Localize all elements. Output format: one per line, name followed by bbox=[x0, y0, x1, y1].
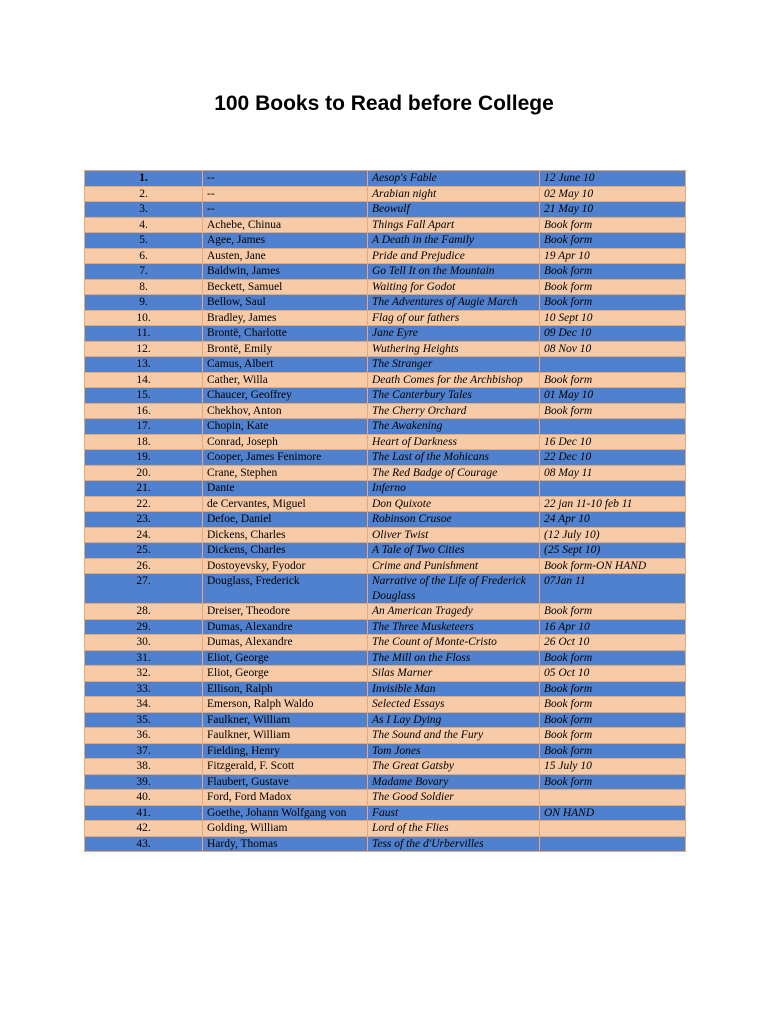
read-date-cell: 07Jan 11 bbox=[540, 574, 686, 604]
book-title-cell: Crime and Punishment bbox=[368, 558, 540, 574]
table-row bbox=[85, 574, 686, 604]
book-title-cell: Heart of Darkness bbox=[368, 434, 540, 450]
author-cell: Dreiser, Theodore bbox=[203, 604, 368, 620]
author-cell: Dickens, Charles bbox=[203, 527, 368, 543]
book-title-cell: Selected Essays bbox=[368, 697, 540, 713]
book-title-cell: The Last of the Mohicans bbox=[368, 450, 540, 466]
author-cell: Dante bbox=[203, 481, 368, 497]
author-cell: Austen, Jane bbox=[203, 248, 368, 264]
read-date-cell: 26 Oct 10 bbox=[540, 635, 686, 651]
read-date-cell: Book form bbox=[540, 403, 686, 419]
read-date-cell: 08 Nov 10 bbox=[540, 341, 686, 357]
table-row bbox=[85, 650, 686, 666]
table-row bbox=[85, 527, 686, 543]
row-number: 22. bbox=[85, 496, 203, 512]
row-number: 28. bbox=[85, 604, 203, 620]
book-title-cell: Jane Eyre bbox=[368, 326, 540, 342]
book-title-cell: Tess of the d'Urbervilles bbox=[368, 836, 540, 852]
table-row bbox=[85, 264, 686, 280]
row-number: 14. bbox=[85, 372, 203, 388]
row-number: 11. bbox=[85, 326, 203, 342]
row-number: 5. bbox=[85, 233, 203, 249]
book-title-cell: Aesop's Fable bbox=[368, 171, 540, 187]
row-number: 9. bbox=[85, 295, 203, 311]
author-cell: Chopin, Kate bbox=[203, 419, 368, 435]
book-title-cell: Go Tell It on the Mountain bbox=[368, 264, 540, 280]
table-row bbox=[85, 681, 686, 697]
read-date-cell: 16 Dec 10 bbox=[540, 434, 686, 450]
table-row bbox=[85, 248, 686, 264]
author-cell: Fielding, Henry bbox=[203, 743, 368, 759]
row-number: 3. bbox=[85, 202, 203, 218]
book-title-cell: Oliver Twist bbox=[368, 527, 540, 543]
read-date-cell: 16 Apr 10 bbox=[540, 619, 686, 635]
table-row bbox=[85, 821, 686, 837]
author-cell: Eliot, George bbox=[203, 650, 368, 666]
row-number: 15. bbox=[85, 388, 203, 404]
table-row bbox=[85, 697, 686, 713]
row-number: 18. bbox=[85, 434, 203, 450]
book-title-cell: Things Fall Apart bbox=[368, 217, 540, 233]
row-number: 29. bbox=[85, 619, 203, 635]
read-date-cell: 01 May 10 bbox=[540, 388, 686, 404]
row-number: 40. bbox=[85, 790, 203, 806]
table-row bbox=[85, 372, 686, 388]
row-number: 24. bbox=[85, 527, 203, 543]
author-cell: Bradley, James bbox=[203, 310, 368, 326]
row-number: 23. bbox=[85, 512, 203, 528]
read-date-cell: (25 Sept 10) bbox=[540, 543, 686, 559]
book-title-cell: Faust bbox=[368, 805, 540, 821]
book-title-cell: Lord of the Flies bbox=[368, 821, 540, 837]
author-cell: Douglass, Frederick bbox=[203, 574, 368, 604]
author-cell: Faulkner, William bbox=[203, 728, 368, 744]
read-date-cell bbox=[540, 790, 686, 806]
table-row bbox=[85, 388, 686, 404]
read-date-cell: Book form bbox=[540, 774, 686, 790]
read-date-cell: Book form bbox=[540, 279, 686, 295]
book-title-cell: The Great Gatsby bbox=[368, 759, 540, 775]
book-title-cell: Flag of our fathers bbox=[368, 310, 540, 326]
book-title-cell: A Death in the Family bbox=[368, 233, 540, 249]
row-number: 6. bbox=[85, 248, 203, 264]
read-date-cell: Book form bbox=[540, 233, 686, 249]
read-date-cell: Book form bbox=[540, 697, 686, 713]
row-number: 26. bbox=[85, 558, 203, 574]
table-row bbox=[85, 341, 686, 357]
row-number: 20. bbox=[85, 465, 203, 481]
read-date-cell: 21 May 10 bbox=[540, 202, 686, 218]
read-date-cell: Book form bbox=[540, 372, 686, 388]
read-date-cell: 12 June 10 bbox=[540, 171, 686, 187]
read-date-cell bbox=[540, 821, 686, 837]
table-row bbox=[85, 790, 686, 806]
row-number: 36. bbox=[85, 728, 203, 744]
read-date-cell: 15 July 10 bbox=[540, 759, 686, 775]
read-date-cell bbox=[540, 481, 686, 497]
book-title-cell: An American Tragedy bbox=[368, 604, 540, 620]
book-title-cell: Inferno bbox=[368, 481, 540, 497]
table-row bbox=[85, 836, 686, 852]
row-number: 12. bbox=[85, 341, 203, 357]
book-title-cell: The Three Musketeers bbox=[368, 619, 540, 635]
table-row bbox=[85, 419, 686, 435]
read-date-cell: Book form bbox=[540, 604, 686, 620]
book-title-cell: The Sound and the Fury bbox=[368, 728, 540, 744]
book-title-cell: Beowulf bbox=[368, 202, 540, 218]
book-title-cell: Narrative of the Life of Frederick Douglass bbox=[368, 574, 540, 604]
read-date-cell: 22 Dec 10 bbox=[540, 450, 686, 466]
row-number: 19. bbox=[85, 450, 203, 466]
book-title-cell: As I Lay Dying bbox=[368, 712, 540, 728]
table-row bbox=[85, 403, 686, 419]
book-title-cell: Wuthering Heights bbox=[368, 341, 540, 357]
table-row bbox=[85, 357, 686, 373]
author-cell: Agee, James bbox=[203, 233, 368, 249]
row-number: 34. bbox=[85, 697, 203, 713]
table-row bbox=[85, 743, 686, 759]
row-number: 4. bbox=[85, 217, 203, 233]
book-title-cell: Tom Jones bbox=[368, 743, 540, 759]
author-cell: Baldwin, James bbox=[203, 264, 368, 280]
table-row bbox=[85, 434, 686, 450]
row-number: 30. bbox=[85, 635, 203, 651]
read-date-cell: Book form bbox=[540, 295, 686, 311]
read-date-cell: 19 Apr 10 bbox=[540, 248, 686, 264]
row-number: 8. bbox=[85, 279, 203, 295]
read-date-cell: 08 May 11 bbox=[540, 465, 686, 481]
book-title-cell: Death Comes for the Archbishop bbox=[368, 372, 540, 388]
table-row bbox=[85, 759, 686, 775]
table-row bbox=[85, 202, 686, 218]
table-row bbox=[85, 604, 686, 620]
read-date-cell bbox=[540, 836, 686, 852]
author-cell: Brontë, Emily bbox=[203, 341, 368, 357]
book-title-cell: The Cherry Orchard bbox=[368, 403, 540, 419]
author-cell: de Cervantes, Miguel bbox=[203, 496, 368, 512]
row-number: 32. bbox=[85, 666, 203, 682]
read-date-cell bbox=[540, 419, 686, 435]
table-row bbox=[85, 171, 686, 187]
read-date-cell: 24 Apr 10 bbox=[540, 512, 686, 528]
book-title-cell: Robinson Crusoe bbox=[368, 512, 540, 528]
read-date-cell: Book form bbox=[540, 743, 686, 759]
author-cell: -- bbox=[203, 171, 368, 187]
author-cell: Conrad, Joseph bbox=[203, 434, 368, 450]
row-number: 25. bbox=[85, 543, 203, 559]
author-cell: Cooper, James Fenimore bbox=[203, 450, 368, 466]
table-row bbox=[85, 543, 686, 559]
author-cell: Fitzgerald, F. Scott bbox=[203, 759, 368, 775]
table-row bbox=[85, 712, 686, 728]
author-cell: Chekhov, Anton bbox=[203, 403, 368, 419]
table-row bbox=[85, 465, 686, 481]
table-row bbox=[85, 217, 686, 233]
author-cell: Bellow, Saul bbox=[203, 295, 368, 311]
table-row bbox=[85, 774, 686, 790]
table-row bbox=[85, 619, 686, 635]
author-cell: Defoe, Daniel bbox=[203, 512, 368, 528]
read-date-cell: Book form bbox=[540, 650, 686, 666]
row-number: 17. bbox=[85, 419, 203, 435]
author-cell: Faulkner, William bbox=[203, 712, 368, 728]
table-row bbox=[85, 666, 686, 682]
author-cell: Flaubert, Gustave bbox=[203, 774, 368, 790]
author-cell: Goethe, Johann Wolfgang von bbox=[203, 805, 368, 821]
book-title-cell: The Canterbury Tales bbox=[368, 388, 540, 404]
book-title-cell: The Red Badge of Courage bbox=[368, 465, 540, 481]
row-number: 33. bbox=[85, 681, 203, 697]
row-number: 42. bbox=[85, 821, 203, 837]
read-date-cell: Book form bbox=[540, 728, 686, 744]
row-number: 16. bbox=[85, 403, 203, 419]
row-number: 37. bbox=[85, 743, 203, 759]
table-row bbox=[85, 635, 686, 651]
author-cell: Achebe, Chinua bbox=[203, 217, 368, 233]
row-number: 31. bbox=[85, 650, 203, 666]
author-cell: -- bbox=[203, 202, 368, 218]
author-cell: Camus, Albert bbox=[203, 357, 368, 373]
books-table-body bbox=[85, 171, 686, 852]
author-cell: Chaucer, Geoffrey bbox=[203, 388, 368, 404]
table-row bbox=[85, 512, 686, 528]
author-cell: Dostoyevsky, Fyodor bbox=[203, 558, 368, 574]
read-date-cell: 02 May 10 bbox=[540, 186, 686, 202]
book-title-cell: A Tale of Two Cities bbox=[368, 543, 540, 559]
read-date-cell: Book form bbox=[540, 217, 686, 233]
author-cell: Dumas, Alexandre bbox=[203, 635, 368, 651]
row-number: 38. bbox=[85, 759, 203, 775]
author-cell: Golding, William bbox=[203, 821, 368, 837]
table-row bbox=[85, 805, 686, 821]
book-title-cell: The Good Soldier bbox=[368, 790, 540, 806]
author-cell: Ellison, Ralph bbox=[203, 681, 368, 697]
read-date-cell: Book form-ON HAND bbox=[540, 558, 686, 574]
book-title-cell: The Stranger bbox=[368, 357, 540, 373]
author-cell: Ford, Ford Madox bbox=[203, 790, 368, 806]
read-date-cell: ON HAND bbox=[540, 805, 686, 821]
row-number: 13. bbox=[85, 357, 203, 373]
table-row bbox=[85, 310, 686, 326]
read-date-cell: 09 Dec 10 bbox=[540, 326, 686, 342]
row-number: 35. bbox=[85, 712, 203, 728]
table-row bbox=[85, 481, 686, 497]
read-date-cell: (12 July 10) bbox=[540, 527, 686, 543]
author-cell: Cather, Willa bbox=[203, 372, 368, 388]
book-title-cell: The Count of Monte-Cristo bbox=[368, 635, 540, 651]
book-title-cell: The Awakening bbox=[368, 419, 540, 435]
book-title-cell: Silas Marner bbox=[368, 666, 540, 682]
table-row bbox=[85, 295, 686, 311]
read-date-cell: Book form bbox=[540, 712, 686, 728]
author-cell: Dumas, Alexandre bbox=[203, 619, 368, 635]
table-row bbox=[85, 450, 686, 466]
table-row bbox=[85, 496, 686, 512]
read-date-cell: 05 Oct 10 bbox=[540, 666, 686, 682]
book-title-cell: Waiting for Godot bbox=[368, 279, 540, 295]
author-cell: Beckett, Samuel bbox=[203, 279, 368, 295]
author-cell: Emerson, Ralph Waldo bbox=[203, 697, 368, 713]
author-cell: -- bbox=[203, 186, 368, 202]
table-row bbox=[85, 186, 686, 202]
book-title-cell: Pride and Prejudice bbox=[368, 248, 540, 264]
read-date-cell: 10 Sept 10 bbox=[540, 310, 686, 326]
table-row bbox=[85, 279, 686, 295]
read-date-cell: Book form bbox=[540, 264, 686, 280]
author-cell: Crane, Stephen bbox=[203, 465, 368, 481]
row-number: 41. bbox=[85, 805, 203, 821]
row-number: 27. bbox=[85, 574, 203, 604]
book-title-cell: Invisible Man bbox=[368, 681, 540, 697]
row-number: 1. bbox=[85, 171, 203, 187]
author-cell: Dickens, Charles bbox=[203, 543, 368, 559]
read-date-cell: 22 jan 11-10 feb 11 bbox=[540, 496, 686, 512]
read-date-cell: Book form bbox=[540, 681, 686, 697]
row-number: 39. bbox=[85, 774, 203, 790]
table-row bbox=[85, 326, 686, 342]
row-number: 21. bbox=[85, 481, 203, 497]
row-number: 7. bbox=[85, 264, 203, 280]
row-number: 10. bbox=[85, 310, 203, 326]
table-row bbox=[85, 233, 686, 249]
book-title-cell: The Adventures of Augie March bbox=[368, 295, 540, 311]
book-title-cell: Arabian night bbox=[368, 186, 540, 202]
row-number: 43. bbox=[85, 836, 203, 852]
author-cell: Brontë, Charlotte bbox=[203, 326, 368, 342]
book-title-cell: The Mill on the Floss bbox=[368, 650, 540, 666]
page-title: 100 Books to Read before College bbox=[214, 92, 554, 115]
table-row bbox=[85, 558, 686, 574]
author-cell: Eliot, George bbox=[203, 666, 368, 682]
read-date-cell bbox=[540, 357, 686, 373]
table-row bbox=[85, 728, 686, 744]
row-number: 2. bbox=[85, 186, 203, 202]
book-title-cell: Madame Bovary bbox=[368, 774, 540, 790]
books-table bbox=[84, 170, 686, 852]
author-cell: Hardy, Thomas bbox=[203, 836, 368, 852]
book-title-cell: Don Quixote bbox=[368, 496, 540, 512]
